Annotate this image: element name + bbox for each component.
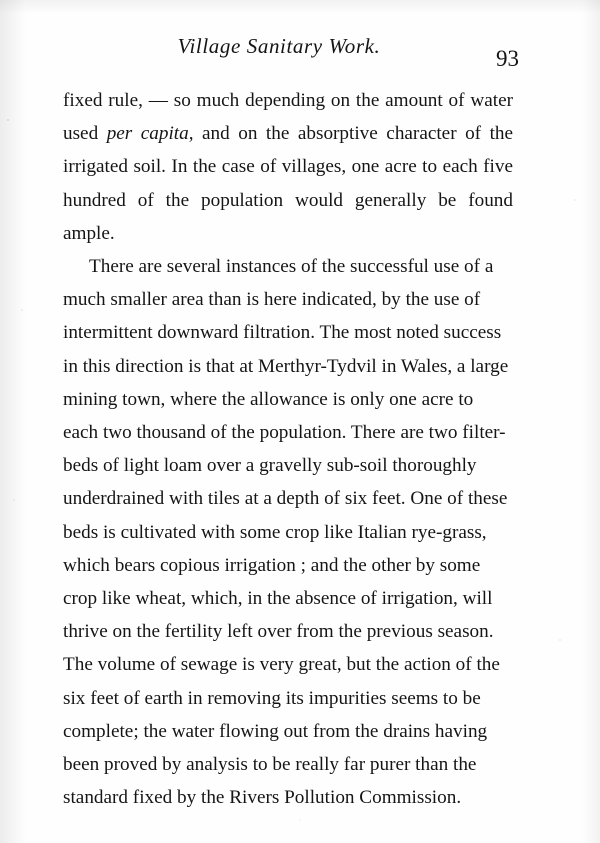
emphasis-text: per capita — [106, 123, 189, 145]
page-left-shadow — [0, 0, 26, 843]
paragraph — [63, 250, 513, 814]
page-content — [63, 34, 519, 814]
text-run: fixed rule, — so much depending on the amount of water used — [63, 90, 513, 145]
page-number: 93 — [496, 46, 519, 71]
text-run: There are several instances of the successful use of a much smaller area than is here indicated, by the use of intermittent downward filtration. The most noted success in this direction is that at Merthyr-Tydvil in Wales, a large mining town, where the allowance is only one acre to each two thousand of the population. There are two filter-beds of light loam over a gravelly sub-soil thoroughly underdrained with tiles at a depth of six feet. One of these beds is cultivated with some crop like Italian rye-grass, which bears copious irrigation ; and the other by some crop like wheat, which, in the absence of irrigation, will thrive on the fertility left over from the previous season. The volume of sewage is very great, but the action of the six feet of earth in removing its impurities seems to be complete; the water flowing out from the drains having been proved by analysis to be really far purer than the standard fixed by the Rivers Pollution Commission. — [63, 256, 509, 809]
body-text — [63, 84, 513, 814]
text-run: , and on the absorptive character of the irrigated soil. In the case of villages, one acre to each five hundred of the population would generally be found ample. — [63, 123, 514, 244]
page-right-shadow — [582, 0, 600, 843]
running-head — [63, 34, 519, 74]
paragraph — [63, 84, 513, 250]
running-head-title: Village Sanitary Work. — [177, 34, 381, 58]
page-top-shadow — [0, 0, 600, 14]
